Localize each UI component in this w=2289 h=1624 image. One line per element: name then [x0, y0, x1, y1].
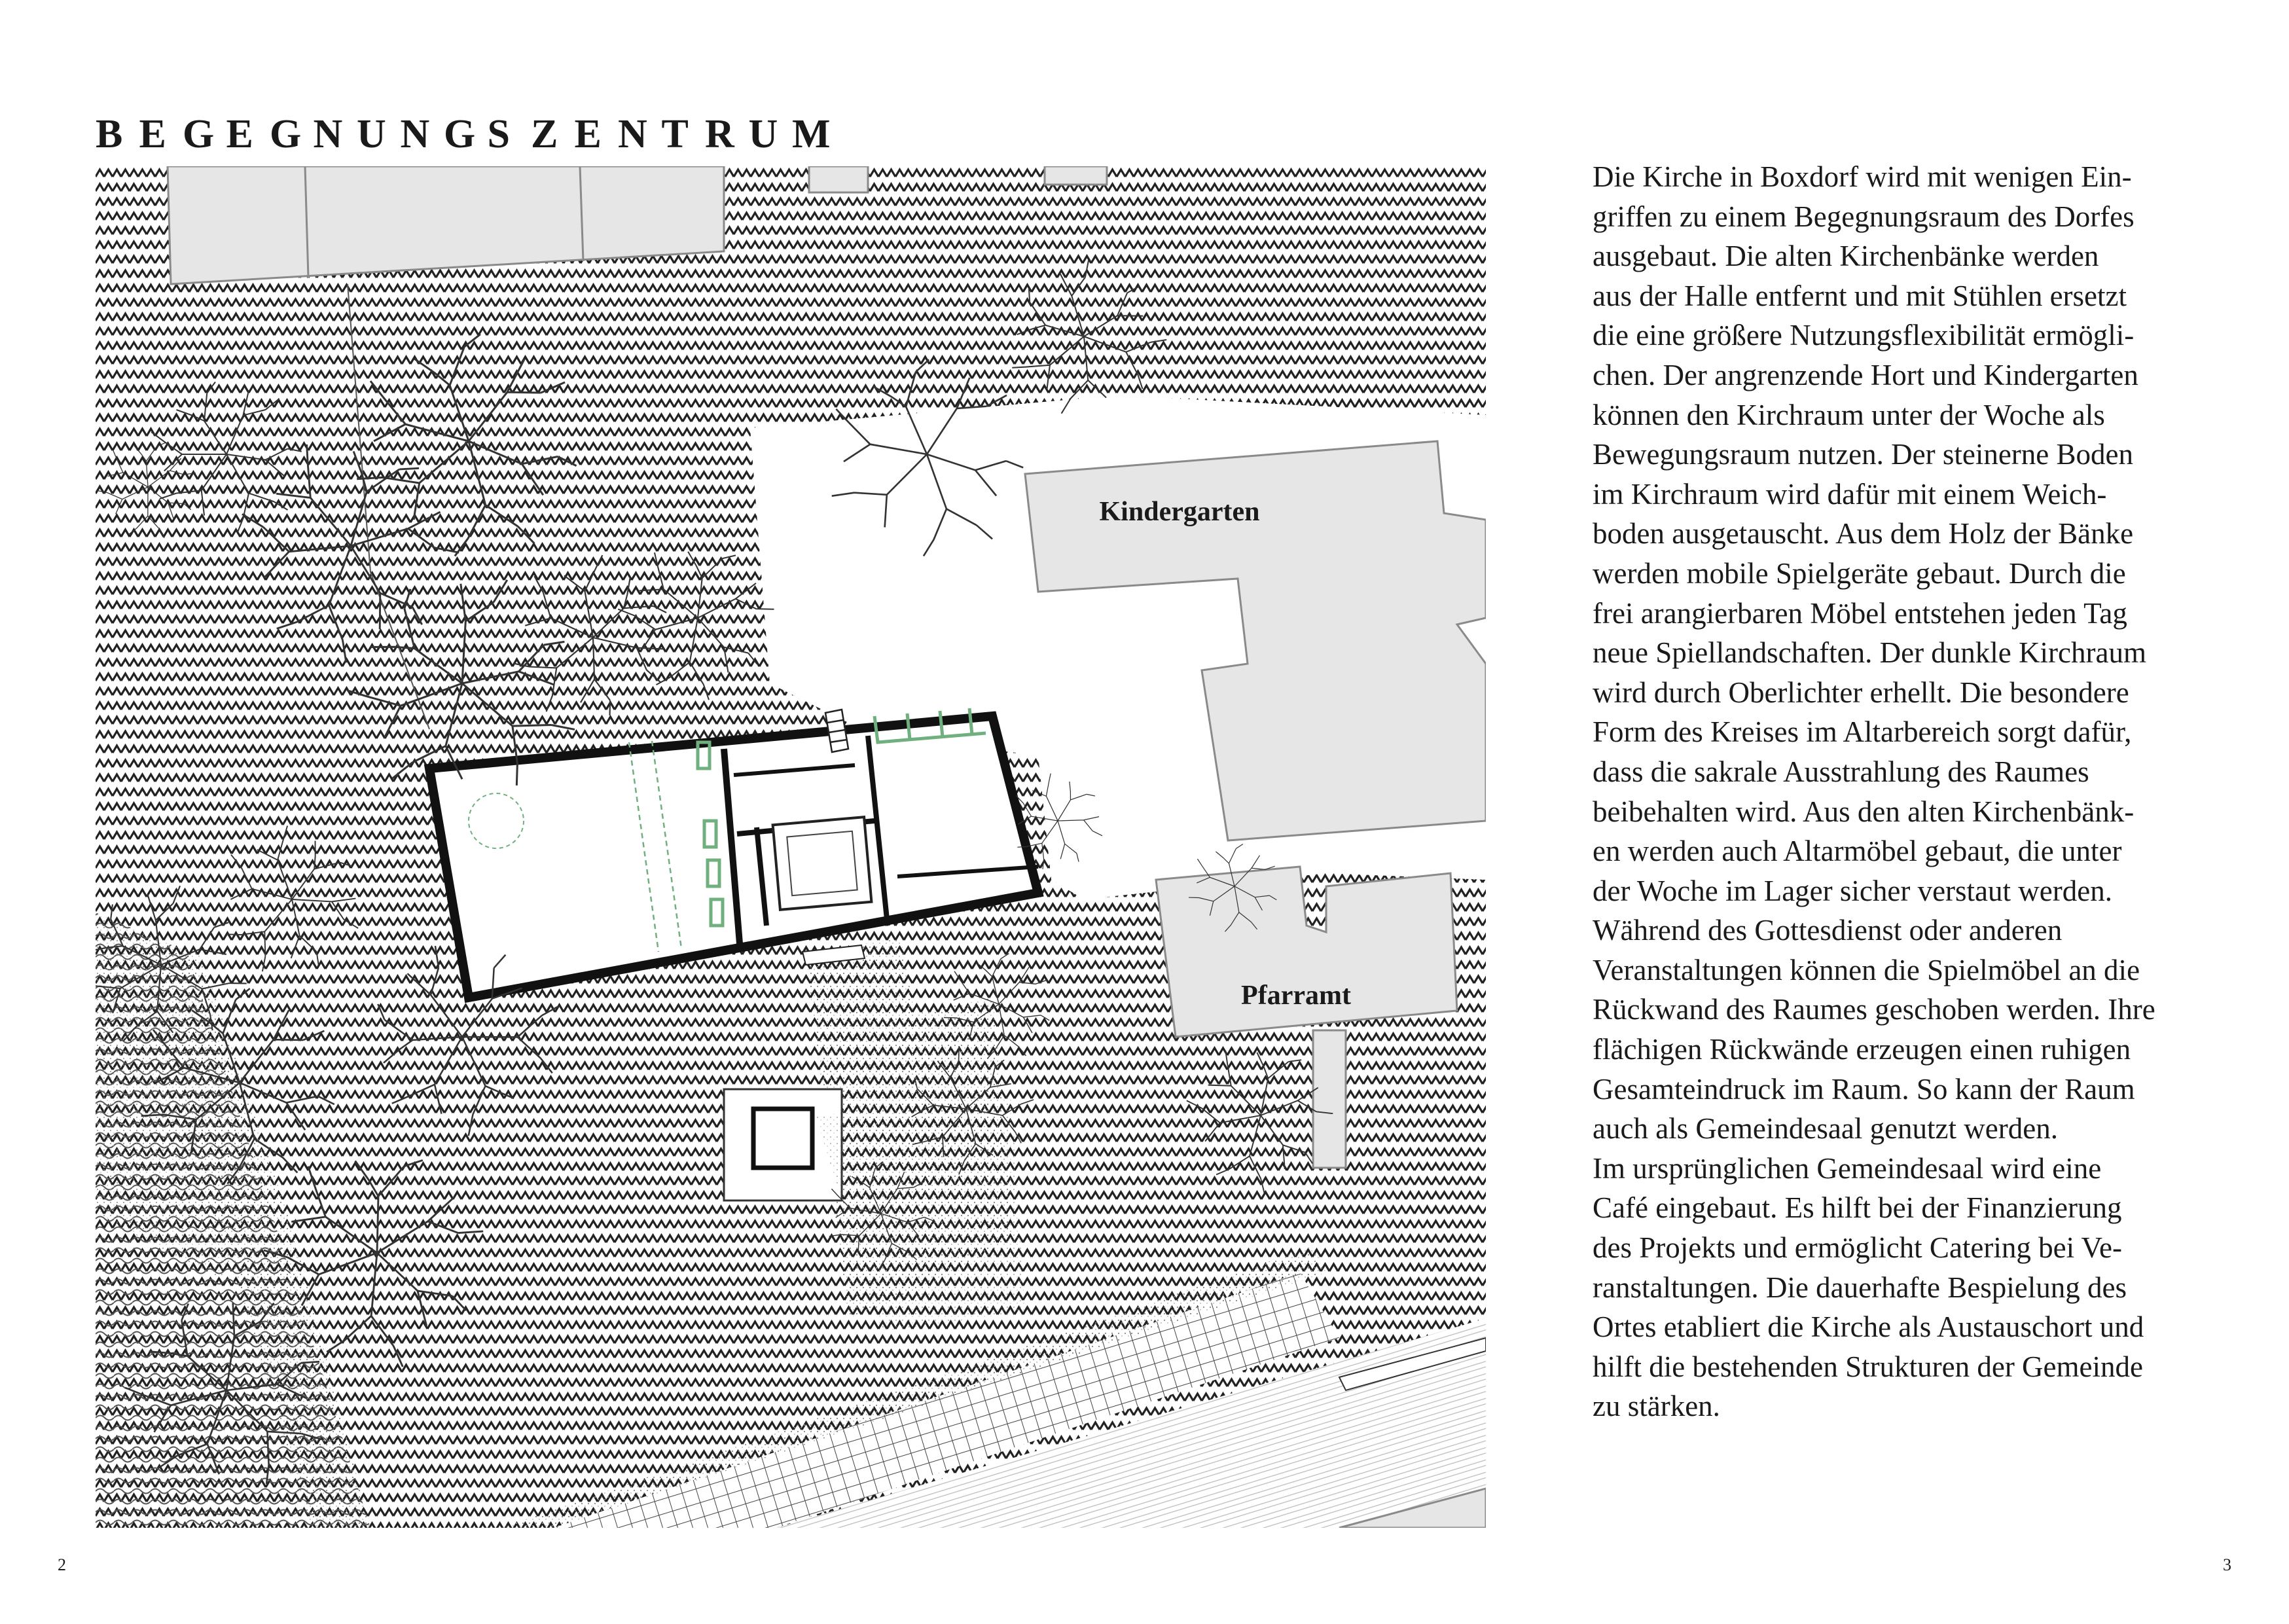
- title-letter: G: [183, 111, 215, 156]
- title-letter: M: [792, 111, 831, 156]
- label-pfarramt: Pfarramt: [1241, 981, 1351, 1011]
- page-title: [96, 111, 836, 158]
- title-letter: S: [487, 111, 510, 156]
- body-text: [1593, 157, 2201, 1426]
- title-letter: G: [270, 111, 302, 156]
- title-letter: E: [574, 111, 602, 156]
- paragraph-2: Im ursprünglichen Gemeindesaal wird eine Café eingebaut. Es hilft bei der Finanzierung des Projekts und ermöglicht Catering bei Ve- ranstaltungen. Die dauerhafte Bespielung des Ortes etabliert die Kirche als Austauschort und hilft die bestehenden Strukturen der Gemeinde zu stärken.: [1593, 1151, 2144, 1423]
- page-number-left: 2: [58, 1555, 66, 1574]
- title-letter: T: [661, 111, 689, 156]
- title-letter: N: [313, 111, 343, 156]
- site-plan: [96, 166, 1486, 1528]
- label-kindergarten: Kindergarten: [1099, 497, 1260, 527]
- title-letter: R: [705, 111, 734, 156]
- title-letter: N: [400, 111, 430, 156]
- title-letter: E: [226, 111, 253, 156]
- title-letter: B: [96, 111, 123, 156]
- paragraph-1: Die Kirche in Boxdorf wird mit wenigen Ein- griffen zu einem Begegnungsraum des Dorfes ausgebaut. Die alten Kirchenbänke werden aus der Halle entfernt und mit Stühlen ersetzt die eine größere Nutzungsflexibilität ermögli- chen. Der angrenzende Hort und Kindergarten können den Kirchraum unter der Woche als Bewegungsraum nutzen. Der steinerne Boden im Kirchraum wird dafür mit einem Weich- boden ausgetauscht. Aus dem Holz der Bänke werden mobile Spielgeräte gebaut. Durch die frei arangierbaren Möbel entstehen jeden Tag neue Spiellandschaften. Der dunkle Kirchraum wird durch Oberlichter erhellt. Die besondere Form des Kreises im Altarbereich sorgt dafür, dass die sakrale Ausstrahlung des Raumes beibehalten wird. Aus den alten Kirchenbänk- en werden auch Altarmöbel gebaut, die unter der Woche im Lager sicher verstaut werden. Während des Gottesdienst oder anderen Veranstaltungen können die Spielmöbel an die Rückwand des Raumes geschoben werden. Ihre flächigen Rückwände erzeugen einen ruhigen Gesamteindruck im Raum. So kann der Raum auch als Gemeindesaal genutzt werden.: [1593, 160, 2155, 1146]
- page-number-right: 3: [2223, 1555, 2231, 1574]
- title-letter: Z: [531, 111, 558, 156]
- title-letter: U: [748, 111, 778, 156]
- title-letter: N: [618, 111, 647, 156]
- title-letter: G: [444, 111, 476, 156]
- title-letter: E: [139, 111, 166, 156]
- title-letter: U: [357, 111, 386, 156]
